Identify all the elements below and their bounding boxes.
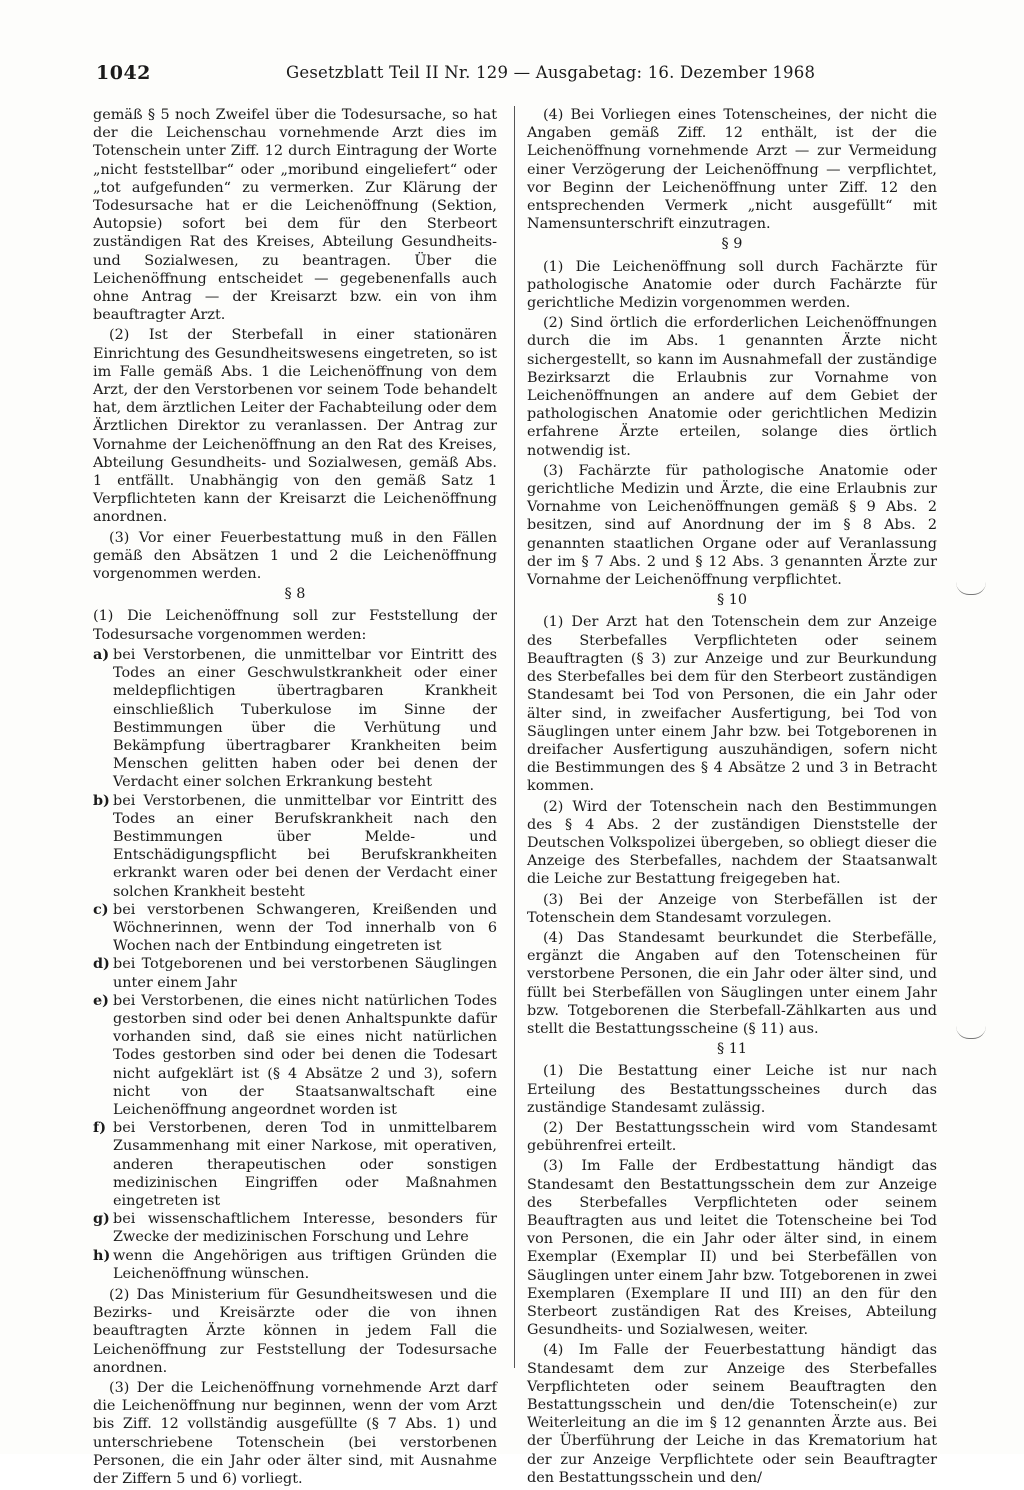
list-item-letter: h) bbox=[93, 1246, 111, 1264]
list-item-letter: c) bbox=[93, 900, 109, 918]
list-item-text: bei wissenschaftlichem Interesse, besonders für Zwecke der medizinischen Forschung und Lehre bbox=[113, 1211, 497, 1246]
list-item-letter: d) bbox=[93, 955, 110, 973]
page-number: 1042 bbox=[96, 62, 151, 84]
paragraph: (1) Die Leichenöffnung soll zur Feststellung der Todesursache vorgenommen werden: bbox=[93, 608, 497, 643]
paragraph: (2) Das Ministerium für Gesundheitswesen und die Bezirks- und Kreisärzte oder die von ihnen beauftragten Ärzte können in jedem Fall die Leichenöffnung zur Feststellung der Todesursache anordnen. bbox=[93, 1287, 497, 1376]
column-divider bbox=[514, 106, 515, 1368]
list-item-letter: e) bbox=[93, 991, 109, 1009]
list-item bbox=[93, 792, 497, 901]
paragraph: (4) Das Standesamt beurkundet die Sterbefälle, ergänzt die Angaben auf den Totenscheinen für verstorbene Personen, die ein Jahr oder älter sind, und füllt bei Sterbefällen von Säuglingen unter einem Jahr bzw. Totgeborenen die Sterbefall-Zählkarten aus und stellt die Bestattungsscheine (§ 11) aus. bbox=[527, 929, 937, 1037]
paragraph: (1) Die Bestattung einer Leiche ist nur nach Erteilung des Bestattungsscheines durch das zuständige Standesamt zulässig. bbox=[527, 1063, 937, 1116]
header-title: Gesetzblatt Teil II Nr. 129 — Ausgabetag: 16. Dezember 1968 bbox=[286, 63, 816, 82]
paragraph: (1) Die Leichenöffnung soll durch Fachärzte für pathologische Anatomie oder durch Fachärzte für gerichtliche Medizin vorgenommen werden. bbox=[527, 258, 937, 312]
list-item bbox=[93, 955, 497, 991]
paragraph: (3) Im Falle der Erdbestattung händigt das Standesamt den Bestattungsschein dem zur Anzeige des Sterbefalles Verpflichteten oder seinem Beauftragten aus und leitet die Totenscheine bei Tod von Personen, die ein Jahr oder älter sind, in einem Exemplar (Exemplar II) und bei Sterbefällen von Säuglingen unter einem Jahr bzw. Totgeborenen in zwei Exemplaren (Exemplare II und III) an den für den Sterbeort zuständigen Rat des Kreises, Abteilung Gesundheits- und Sozialwesen, weiter. bbox=[527, 1158, 937, 1339]
list-item-letter: a) bbox=[93, 645, 110, 663]
list-item bbox=[93, 646, 497, 792]
section-heading-8: § 8 bbox=[284, 586, 306, 603]
paragraph: (2) Sind örtlich die erforderlichen Leichenöffnungen durch die im Abs. 1 genannten Ärzte nicht sichergestellt, so kann im Ausnahmefall der zuständige Bezirksarzt die Erlaubnis zur Vornahme von Leichenöffnungen an andere auf dem Gebiet der pathologischen Anatomie oder gerichtlichen Medizin erfahrene Ärzte erteilen, solange dies örtlich notwendig ist. bbox=[527, 315, 937, 459]
paragraph: (2) Ist der Sterbefall in einer stationären Einrichtung des Gesundheitswesens eingetreten, so ist im Falle gemäß Abs. 1 die Leichenöffnung von dem Arzt, der den Verstorbenen vor seinem Tode behandelt hat, dem ärztlichen Leiter der Fachabteilung oder dem Ärztlichen Direktor zu veranlassen. Der Antrag zur Vornahme der Leichenöffnung an den Rat des Kreises, Abteilung Gesundheits- und Sozialwesen, gemäß Abs. 1 entfällt. Unabhängig von den gemäß Satz 1 Verpflichteten kann der Kreisarzt die Leichenöffnung anordnen. bbox=[93, 327, 497, 526]
paragraph: (2) Der Bestattungsschein wird vom Standesamt gebührenfrei erteilt. bbox=[527, 1119, 937, 1155]
list-item bbox=[93, 1247, 497, 1283]
margin-pencil-mark bbox=[956, 1026, 986, 1039]
list-item bbox=[93, 1210, 497, 1246]
page-header bbox=[96, 62, 816, 88]
list-item-text: bei Totgeborenen und bei verstorbenen Säuglingen unter einem Jahr bbox=[113, 956, 497, 991]
paragraph: gemäß § 5 noch Zweifel über die Todesursache, so hat der die Leichenschau vornehmende Arzt dies im Totenschein unter Ziff. 12 durch Eintragung der Worte „nicht feststellbar“ oder „moribund eingeliefert“ oder „tot aufgefunden“ zu vermerken. Zur Klärung der Todesursache hat er die Leichenöffnung (Sektion, Autopsie) sofort bei dem für den Sterbeort zuständigen Rat des Kreises, Abteilung Gesundheits- und Sozialwesen, zu beantragen. Über die Leichenöffnung entscheidet — gegebenenfalls auch ohne Antrag — der Kreisarzt bzw. ein von ihm beauftragter Arzt. bbox=[93, 107, 497, 324]
section-heading-10: § 10 bbox=[716, 592, 748, 609]
section-heading-11: § 11 bbox=[716, 1041, 748, 1058]
paragraph: (1) Der Arzt hat den Totenschein dem zur Anzeige des Sterbefalles Verpflichteten oder seinem Beauftragten (§ 3) zur Anzeige und zur Beurkundung des Sterbefalles bei dem für den Sterbeort zuständigen Standesamt bei Tod von Personen, die ein Jahr oder älter sind, in zweifacher Ausfertigung, bei Tod von Säuglingen unter einem Jahr bzw. bei Totgeborenen in dreifacher Ausfertigung auszuhändigen, sofern nicht die Bestimmungen des § 4 Absätze 2 und 3 in Betracht kommen. bbox=[527, 614, 937, 795]
list-item bbox=[93, 992, 497, 1119]
list-item-text: bei verstorbenen Schwangeren, Kreißenden und Wöchnerinnen, wenn der Tod innerhalb von 6 Wochen nach der Entbindung eingetreten ist bbox=[113, 901, 497, 955]
list-item-letter: b) bbox=[93, 791, 110, 809]
list-item bbox=[93, 1119, 497, 1210]
paragraph: (4) Im Falle der Feuerbestattung händigt das Standesamt dem zur Anzeige des Sterbefalles Verpflichteten oder seinem Beauftragten den Bestattungsschein und den/die Totenschein(e) zur Weiterleitung an die im § 12 genannten Ärzte aus. Bei der Überführung der Leiche in das Krematorium hat der zur Anzeige Verpflichtete oder sein Beauftragter den Bestattungsschein und den/ bbox=[527, 1342, 937, 1486]
list-item-text: bei Verstorbenen, die unmittelbar vor Eintritt des Todes an einer Geschwulstkrankheit oder einer meldepflichtigen übertragbaren Krankheit einschließlich Tuberkulose im Sinne der Bestimmungen über die Verhütung und Bekämpfung übertragbarer Krankheiten beim Menschen gelitten haben oder bei denen der Verdacht einer solchen Erkrankung besteht bbox=[113, 646, 497, 791]
list-item-text: bei Verstorbenen, die unmittelbar vor Eintritt des Todes an einer Berufskrankheit nach den Bestimmungen über Melde- und Entschädigungspflicht bei Berufskrankheiten erkrankt waren oder bei denen der Verdacht einer solchen Krankheit besteht bbox=[113, 792, 497, 900]
list-item-text: bei Verstorbenen, die eines nicht natürlichen Todes gestorben sind oder bei denen Anhaltspunkte dafür vorhanden sind, daß sie eines nicht natürlichen Todes gestorben sind oder bei denen die Todesart nicht aufgeklärt ist (§ 4 Absätze 2 und 3), sofern nicht von der Staatsanwaltschaft eine Leichenöffnung angeordnet worden ist bbox=[113, 992, 497, 1118]
lettered-list bbox=[93, 646, 497, 1283]
list-item-letter: g) bbox=[93, 1210, 110, 1228]
paragraph: (3) Vor einer Feuerbestattung muß in den Fällen gemäß den Absätzen 1 und 2 die Leichenöffnung vorgenommen werden. bbox=[93, 529, 497, 583]
paragraph: (4) Bei Vorliegen eines Totenscheines, der nicht die Angaben gemäß Ziff. 12 enthält, ist der die Leichenöffnung vornehmende Arzt — zur Vermeidung einer Verzögerung der Leichenöffnung — verpflichtet, vor Beginn der Leichenöffnung unter Ziff. 12 den entsprechenden Vermerk „nicht ausgefüllt“ mit Namensunterschrift einzutragen. bbox=[527, 107, 937, 233]
paragraph: (3) Der die Leichenöffnung vornehmende Arzt darf die Leichenöffnung nur beginnen, wenn der vom Arzt bis Ziff. 12 vollständig ausgefüllte (§ 7 Abs. 1) und unterschriebene Totenschein (bei verstorbenen Personen, die ein Jahr oder älter sind, mit Ausnahme der Ziffern 5 und 6) vorliegt. bbox=[93, 1380, 497, 1488]
list-item-letter: f) bbox=[93, 1119, 106, 1137]
left-column bbox=[93, 106, 497, 1490]
paragraph: (3) Bei der Anzeige von Sterbefällen ist der Totenschein dem Standesamt vorzulegen. bbox=[527, 891, 937, 926]
paragraph: (3) Fachärzte für pathologische Anatomie oder gerichtliche Medizin und Ärzte, die eine Erlaubnis zur Vornahme von Leichenöffnungen gemäß § 9 Abs. 2 besitzen, sind auf Anordnung der im § 8 Abs. 2 genannten staatlichen Organe oder auf Veranlassung der im § 7 Abs. 2 und § 12 Abs. 3 genannten Ärzte zur Vornahme der Leichenöffnung verpflichtet. bbox=[527, 462, 937, 589]
right-column bbox=[527, 106, 937, 1489]
paragraph: (2) Wird der Totenschein nach den Bestimmungen des § 4 Abs. 2 der zuständigen Dienststelle der Deutschen Volkspolizei übergeben, so obliegt dieser die Anzeige des Sterbefalles, nachdem der Staatsanwalt die Leiche zur Bestattung freigegeben hat. bbox=[527, 798, 937, 888]
list-item bbox=[93, 901, 497, 956]
list-item-text: bei Verstorbenen, deren Tod in unmittelbarem Zusammenhang mit einer Narkose, mit operativen, anderen therapeutischen oder sonstigen medizinischen Eingriffen oder Maßnahmen eingetreten ist bbox=[113, 1120, 497, 1209]
section-heading-9: § 9 bbox=[721, 236, 743, 253]
margin-pencil-mark bbox=[956, 582, 986, 595]
list-item-text: wenn die Angehörigen aus triftigen Gründen die Leichenöffnung wünschen. bbox=[113, 1247, 497, 1282]
